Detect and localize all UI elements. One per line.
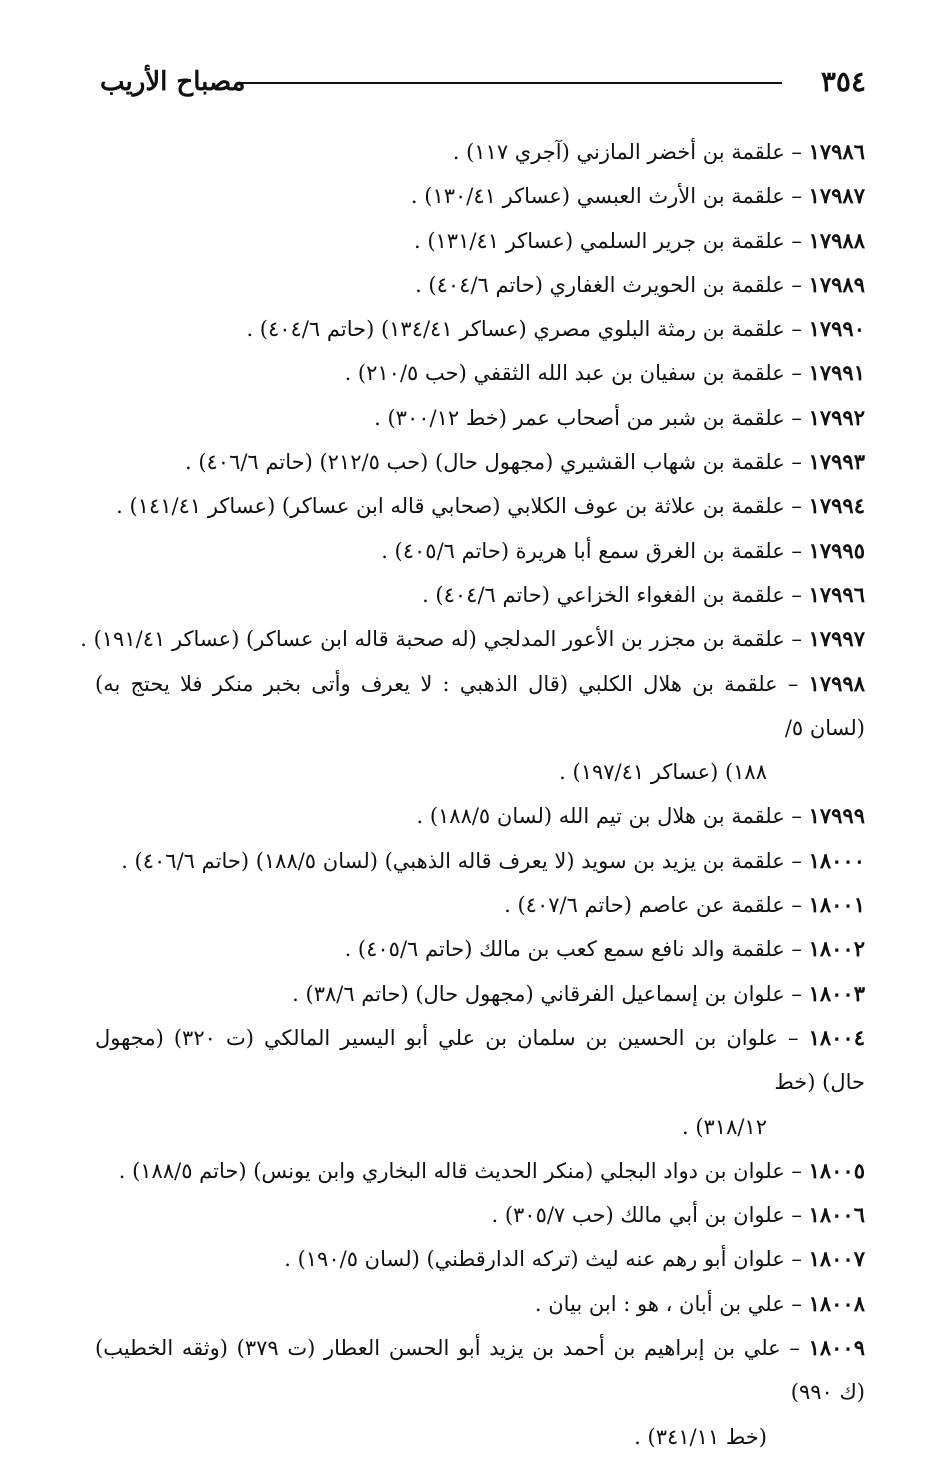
entry-text: علقمة والد نافع سمع كعب بن مالك (حاتم ٤٠٥/٦) . [344, 937, 785, 962]
list-item [80, 617, 865, 661]
entry-number: ١٧٩٩٩ [808, 803, 865, 829]
list-item [95, 529, 865, 573]
list-item [95, 573, 865, 617]
list-item [95, 1282, 865, 1326]
entry-text: علقمة بن شبر من أصحاب عمر (خط ٣٠٠/١٢) . [374, 405, 785, 430]
entry-number: ١٧٩٩٢ [808, 404, 865, 430]
entry-number: ١٧٩٨٧ [808, 183, 865, 209]
entry-dash: – [784, 937, 809, 962]
entry-dash: – [777, 671, 809, 696]
list-item [95, 263, 865, 307]
entry-dash: – [784, 494, 809, 519]
entry-text: علوان بن أبي مالك (حب ٣٠٥/٧) . [491, 1203, 785, 1228]
entry-number: ١٧٩٩٥ [808, 537, 865, 563]
entry-text: علقمة بن الفغواء الخزاعي (حاتم ٤٠٤/٦) . [422, 582, 785, 607]
list-item [95, 307, 865, 351]
entry-dash: – [784, 228, 809, 253]
entry-dash: – [784, 1247, 809, 1272]
entry-dash: – [784, 1158, 809, 1183]
entry-number: ١٨٠٠٣ [808, 980, 865, 1006]
entry-dash: – [784, 848, 809, 873]
header-rule [238, 82, 782, 84]
entry-text: علقمة بن الغرق سمع أبا هريرة (حاتم ٤٠٥/٦) . [381, 538, 785, 563]
entry-number: ١٨٠٠٠ [808, 847, 865, 873]
entry-dash: – [784, 361, 809, 386]
entry-dash: – [780, 1336, 809, 1361]
entry-text: علقمة بن مجزر بن الأعور المدلجي (له صحبة قاله ابن عساكر) (عساكر ١٩١/٤١) . [80, 627, 785, 652]
entry-continuation: ١٨٨) (عساكر ١٩٧/٤١) . [559, 760, 767, 785]
list-item [95, 839, 865, 883]
entry-dash: – [784, 317, 809, 342]
list-item [95, 351, 865, 395]
running-header [100, 62, 866, 102]
entry-text: علقمة بن علاثة بن عوف الكلابي (صحابي قاله ابن عساكر) (عساكر ١٤١/٤١) . [116, 494, 785, 519]
entry-number: ١٨٠٠٤ [808, 1024, 865, 1050]
entry-dash: – [784, 893, 809, 918]
entry-dash: – [784, 981, 809, 1006]
list-item [95, 1326, 865, 1459]
entry-text: علقمة بن سفيان بن عبد الله الثقفي (حب ٢١٠/٥) . [344, 361, 785, 386]
entry-number: ١٧٩٩٧ [808, 626, 865, 652]
list-item [95, 174, 865, 218]
list-item [95, 440, 865, 484]
entry-dash: – [784, 804, 809, 829]
list-item [95, 1016, 865, 1149]
entry-number: ١٧٩٨٩ [808, 271, 865, 297]
list-item [95, 794, 865, 838]
entry-list [80, 130, 865, 1459]
entry-text: علقمة بن الحويرث الغفاري (حاتم ٤٠٤/٦) . [415, 272, 785, 297]
entry-text: علقمة بن شهاب القشيري (مجهول حال) (حب ٢١٢/٥) (حاتم ٤٠٦/٦) . [184, 450, 785, 475]
entry-text: علقمة بن أخضر المازني (آجري ١١٧) . [452, 140, 785, 164]
entry-text: علقمة بن الأرث العبسي (عساكر ١٣٠/٤١) . [410, 184, 785, 209]
entry-number: ١٧٩٩٨ [808, 670, 865, 696]
entry-text: علوان أبو رهم عنه ليث (تركه الدارقطني) (لسان ١٩٠/٥) . [284, 1247, 785, 1272]
list-item [95, 396, 865, 440]
list-item [95, 883, 865, 927]
entry-text: علوان بن دواد البجلي (منكر الحديث قاله البخاري وابن يونس) (حاتم ١٨٨/٥) . [118, 1158, 785, 1183]
list-item [95, 1237, 865, 1281]
entry-number: ١٧٩٩٣ [808, 449, 865, 475]
entry-text: علي بن إبراهيم بن أحمد بن يزيد أبو الحسن العطار (ت ٣٧٩) (وثقه الخطيب) (ك ٩٩٠) [95, 1336, 865, 1405]
list-item [95, 484, 865, 528]
entry-text: علقمة بن هلال بن تيم الله (لسان ١٨٨/٥) . [416, 804, 785, 829]
entry-number: ١٨٠٠٩ [808, 1335, 865, 1361]
entry-number: ١٨٠٠٢ [808, 936, 865, 962]
entry-number: ١٨٠٠٨ [808, 1290, 865, 1316]
entry-number: ١٨٠٠٥ [808, 1157, 865, 1183]
page-number: ٣٥٤ [820, 65, 866, 98]
list-item [95, 1193, 865, 1237]
entry-dash: – [784, 140, 809, 164]
entry-number: ١٧٩٨٦ [808, 139, 865, 164]
entry-number: ١٨٠٠٧ [808, 1246, 865, 1272]
entry-dash: – [784, 1291, 809, 1316]
entry-text: علقمة بن رمثة البلوي مصري (عساكر ١٣٤/٤١) (حاتم ٤٠٤/٦) . [246, 317, 785, 342]
entry-dash: – [784, 538, 809, 563]
entry-number: ١٧٩٩٤ [808, 493, 865, 519]
book-title: مصباح الأريب [100, 67, 246, 97]
entry-text: علقمة بن جرير السلمي (عساكر ١٣١/٤١) . [413, 228, 785, 253]
list-item [95, 1149, 865, 1193]
entry-text: علقمة عن عاصم (حاتم ٤٠٧/٦) . [504, 893, 785, 918]
entry-dash: – [784, 405, 809, 430]
entry-dash: – [784, 272, 809, 297]
entry-dash: – [784, 627, 809, 652]
list-item [95, 130, 865, 174]
entry-text: علي بن أبان ، هو : ابن بيان . [534, 1291, 785, 1316]
entry-continuation: ٣١٨/١٢) . [681, 1114, 767, 1139]
list-item [95, 927, 865, 971]
entry-dash: – [784, 1203, 809, 1228]
list-item [95, 219, 865, 263]
entry-number: ١٧٩٩٦ [808, 581, 865, 607]
entry-continuation: (خط ٣٤١/١١) . [634, 1424, 767, 1449]
list-item [95, 662, 865, 795]
entry-text: علوان بن إسماعيل الفرقاني (مجهول حال) (حاتم ٣٨/٦) . [292, 981, 785, 1006]
entry-number: ١٨٠٠١ [808, 892, 865, 918]
list-item [95, 972, 865, 1016]
entry-dash: – [777, 1025, 809, 1050]
entry-number: ١٨٠٠٦ [808, 1202, 865, 1228]
entry-number: ١٧٩٩٠ [808, 316, 865, 342]
entry-dash: – [784, 582, 809, 607]
entry-text: علوان بن الحسين بن سلمان بن علي أبو اليسير المالكي (ت ٣٢٠) (مجهول حال) (خط [95, 1025, 865, 1095]
entry-dash: – [784, 450, 809, 475]
entry-number: ١٧٩٨٨ [808, 227, 865, 253]
entry-number: ١٧٩٩١ [808, 360, 865, 386]
entry-text: علقمة بن يزيد بن سويد (لا يعرف قاله الذهبي) (لسان ١٨٨/٥) (حاتم ٤٠٦/٦) . [121, 848, 785, 873]
entry-text: علقمة بن هلال الكلبي (قال الذهبي : لا يعرف وأتى بخبر منكر فلا يحتج به) (لسان ٥/ [95, 671, 865, 740]
entry-dash: – [784, 184, 809, 209]
